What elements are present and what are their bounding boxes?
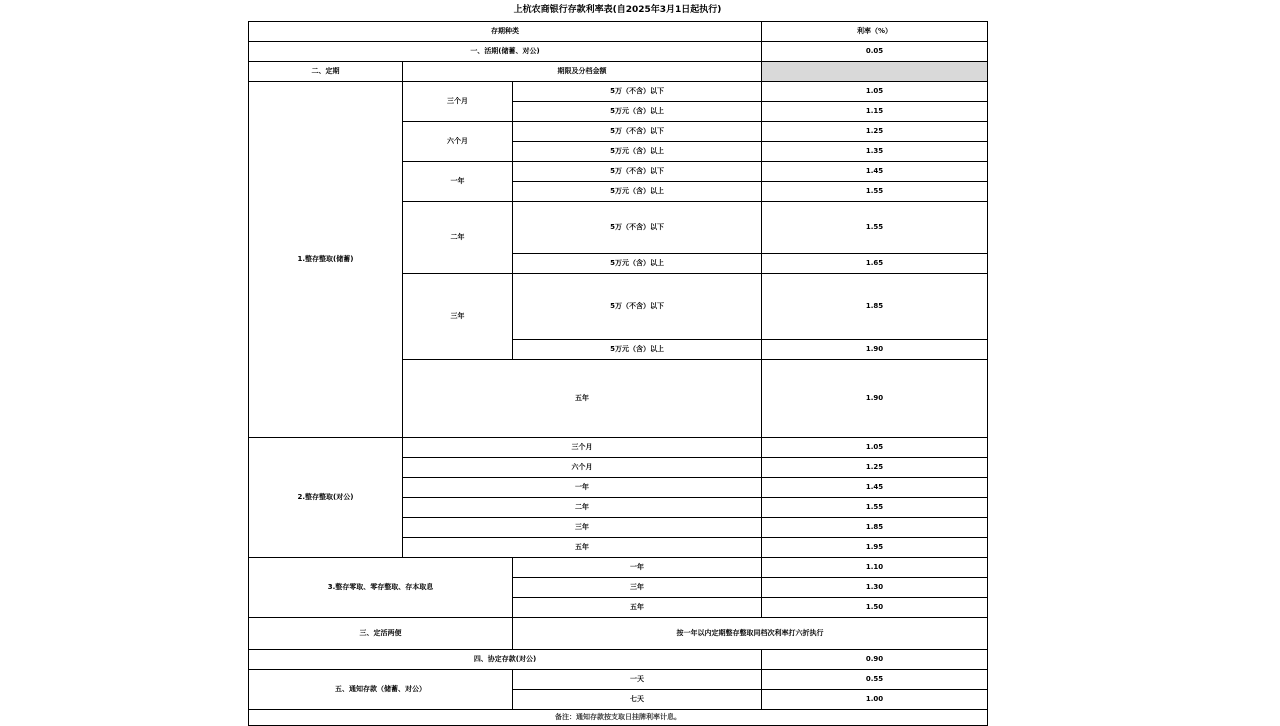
tier-cell: 5万（不含）以下 xyxy=(513,122,762,142)
rate-cell: 1.50 xyxy=(762,598,988,618)
tier-cell: 5万（不含）以下 xyxy=(513,162,762,182)
table-row xyxy=(249,438,988,458)
flexible-deposit-label: 三、定活两便 xyxy=(249,618,513,650)
lump-savings-label: 1.整存整取(储蓄) xyxy=(249,82,403,438)
table-row xyxy=(249,618,988,650)
term-cell: 一天 xyxy=(513,670,762,690)
tier-cell: 5万（不含）以下 xyxy=(513,82,762,102)
rate-cell: 1.05 xyxy=(762,82,988,102)
rate-cell: 1.95 xyxy=(762,538,988,558)
header-rate: 利率（%） xyxy=(762,22,988,42)
notice-deposit-label: 五、通知存款（储蓄、对公） xyxy=(249,670,513,710)
term-cell: 三年 xyxy=(403,274,513,360)
rate-cell: 0.90 xyxy=(762,650,988,670)
lump-corporate-label: 2.整存整取(对公) xyxy=(249,438,403,558)
rate-cell: 1.45 xyxy=(762,162,988,182)
rate-cell: 1.05 xyxy=(762,438,988,458)
rate-cell: 1.30 xyxy=(762,578,988,598)
rate-cell: 1.55 xyxy=(762,182,988,202)
other-fixed-label: 3.整存零取、零存整取、存本取息 xyxy=(249,558,513,618)
table-row xyxy=(249,62,988,82)
rate-cell: 1.15 xyxy=(762,102,988,122)
agreement-deposit-label: 四、协定存款(对公) xyxy=(249,650,762,670)
tier-cell: 5万（不含）以下 xyxy=(513,202,762,254)
term-cell: 三个月 xyxy=(403,438,762,458)
rate-cell: 1.10 xyxy=(762,558,988,578)
rate-cell: 1.90 xyxy=(762,360,988,438)
footnote: 备注：通知存款按支取日挂牌利率计息。 xyxy=(249,710,988,726)
term-cell: 三个月 xyxy=(403,82,513,122)
rate-cell: 1.35 xyxy=(762,142,988,162)
table-header-row xyxy=(249,22,988,42)
term-cell: 二年 xyxy=(403,202,513,274)
table-row xyxy=(249,82,988,102)
rate-cell: 1.55 xyxy=(762,498,988,518)
term-cell: 六个月 xyxy=(403,458,762,478)
tier-cell: 5万元（含）以上 xyxy=(513,254,762,274)
rate-cell: 0.55 xyxy=(762,670,988,690)
deposit-rate-table xyxy=(248,21,988,726)
tier-cell: 5万（不含）以下 xyxy=(513,274,762,340)
table-row xyxy=(249,650,988,670)
term-cell: 五年 xyxy=(403,538,762,558)
term-cell: 七天 xyxy=(513,690,762,710)
term-tier-subheader: 期限及分档金额 xyxy=(403,62,762,82)
rate-cell: 1.25 xyxy=(762,122,988,142)
term-cell: 一年 xyxy=(403,478,762,498)
term-cell: 一年 xyxy=(513,558,762,578)
rate-cell: 1.45 xyxy=(762,478,988,498)
tier-cell: 5万元（含）以上 xyxy=(513,340,762,360)
term-cell: 三年 xyxy=(403,518,762,538)
tier-cell: 5万元（含）以上 xyxy=(513,182,762,202)
rate-cell: 1.25 xyxy=(762,458,988,478)
rate-cell: 1.65 xyxy=(762,254,988,274)
tier-cell: 5万元（含）以上 xyxy=(513,142,762,162)
flexible-deposit-rule: 按一年以内定期整存整取同档次利率打六折执行 xyxy=(513,618,988,650)
page-title: 上杭农商银行存款利率表(自2025年3月1日起执行) xyxy=(513,5,722,15)
term-cell: 二年 xyxy=(403,498,762,518)
demand-deposit-label: 一、活期(储蓄、对公) xyxy=(249,42,762,62)
term-cell: 一年 xyxy=(403,162,513,202)
rate-cell: 1.00 xyxy=(762,690,988,710)
term-cell: 六个月 xyxy=(403,122,513,162)
table-row xyxy=(249,710,988,726)
rate-cell: 1.90 xyxy=(762,340,988,360)
empty-gray-cell xyxy=(762,62,988,82)
rate-cell: 1.85 xyxy=(762,518,988,538)
tier-cell: 5万元（含）以上 xyxy=(513,102,762,122)
rate-cell: 0.05 xyxy=(762,42,988,62)
table-row xyxy=(249,670,988,690)
header-deposit-type: 存期种类 xyxy=(249,22,762,42)
term-cell: 五年 xyxy=(403,360,762,438)
rate-cell: 1.85 xyxy=(762,274,988,340)
fixed-deposit-label: 二、定期 xyxy=(249,62,403,82)
term-cell: 三年 xyxy=(513,578,762,598)
rate-cell: 1.55 xyxy=(762,202,988,254)
table-row xyxy=(249,558,988,578)
term-cell: 五年 xyxy=(513,598,762,618)
table-row xyxy=(249,42,988,62)
